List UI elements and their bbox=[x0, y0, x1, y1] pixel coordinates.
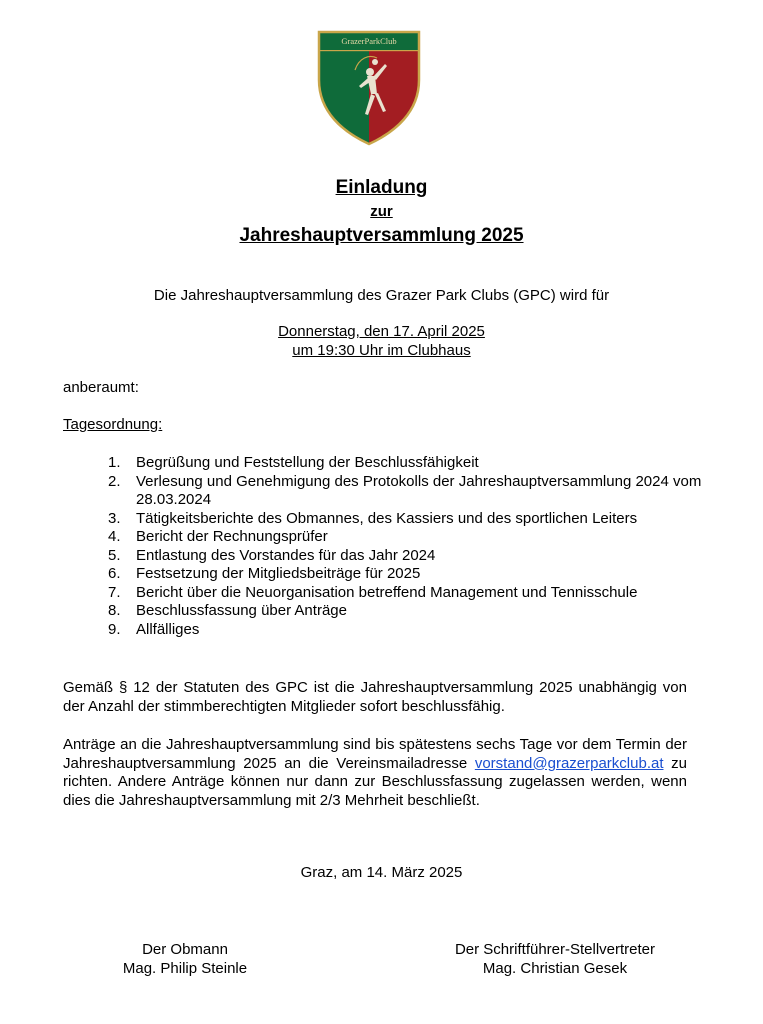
agenda-item-number: 2. bbox=[108, 472, 121, 490]
agenda-item-text: Festsetzung der Mitgliedsbeiträge für 2025 bbox=[136, 565, 421, 582]
agenda-item-number: 4. bbox=[108, 528, 121, 545]
agenda-item bbox=[108, 510, 708, 529]
agenda-list bbox=[108, 454, 708, 639]
signature-role: Der Obmann bbox=[142, 941, 228, 958]
agenda-item bbox=[108, 528, 708, 547]
agenda-item-number: 6. bbox=[108, 565, 121, 582]
quorum-paragraph: Gemäß § 12 der Statuten des GPC ist die Jahreshauptversammlung 2025 unabhängig von der Anzahl der stimmberechtigten Mitglieder sofort beschlussfähig. bbox=[63, 679, 687, 715]
agenda-item-text: Verlesung und Genehmigung des Protokolls der Jahreshauptversammlung 2024 vom 28.03.2024 bbox=[136, 472, 702, 508]
agenda-item-text: Beschlussfassung über Anträge bbox=[136, 602, 347, 619]
agenda-item-number: 3. bbox=[108, 509, 121, 527]
anberaumt-text: anberaumt: bbox=[63, 379, 139, 396]
signature-block-right bbox=[435, 940, 675, 978]
agenda-item bbox=[108, 473, 708, 510]
agenda-item-text: Tätigkeitsberichte des Obmannes, des Kassiers und des sportlichen Leiters bbox=[136, 509, 638, 527]
motions-paragraph bbox=[63, 736, 687, 811]
place-and-date: Graz, am 14. März 2025 bbox=[300, 864, 463, 881]
signature-block-left bbox=[100, 940, 270, 978]
signature-name: Mag. Philip Steinle bbox=[122, 960, 248, 977]
title-connector: zur bbox=[370, 203, 393, 220]
signature-name: Mag. Christian Gesek bbox=[482, 960, 628, 977]
meeting-time-location: um 19:30 Uhr im Clubhaus bbox=[292, 342, 471, 359]
agenda-item bbox=[108, 565, 708, 584]
agenda-item-text: Begrüßung und Feststellung der Beschlussfähigkeit bbox=[136, 454, 479, 471]
agenda-item bbox=[108, 547, 708, 566]
agenda-item-number: 9. bbox=[108, 620, 121, 638]
agenda-item-text: Bericht der Rechnungsprüfer bbox=[136, 528, 328, 545]
motions-text-before: Anträge an die Jahreshauptversammlung sind bis spätestens sechs Tage vor dem Termin der Jahreshauptversammlung 2025 an die Vereinsmailadresse bbox=[63, 736, 687, 772]
agenda-item bbox=[108, 621, 708, 640]
motions-text-after: zu richten. Andere Anträge können nur dann zur Beschlussfassung zugelassen werden, wenn dies die Jahreshauptversammlung mit 2/3 Mehrheit beschließt. bbox=[63, 754, 687, 810]
agenda-item bbox=[108, 584, 708, 603]
agenda-item-number: 5. bbox=[108, 546, 121, 564]
agenda-item bbox=[108, 602, 708, 621]
agenda-item-number: 8. bbox=[108, 602, 121, 619]
email-link[interactable]: vorstand@grazerparkclub.at bbox=[474, 754, 664, 772]
agenda-heading: Tagesordnung: bbox=[63, 416, 163, 433]
agenda-item-text: Allfälliges bbox=[136, 620, 200, 638]
crest-text: GrazerParkClub bbox=[341, 36, 397, 46]
club-crest-logo bbox=[315, 28, 423, 148]
meeting-date: Donnerstag, den 17. April 2025 bbox=[278, 323, 485, 340]
agenda-item-number: 1. bbox=[108, 454, 121, 471]
agenda-item-text: Entlastung des Vorstandes für das Jahr 2024 bbox=[136, 546, 436, 564]
document-subtitle: Jahreshauptversammlung 2025 bbox=[239, 225, 524, 246]
agenda-item-number: 7. bbox=[108, 583, 121, 601]
signature-role: Der Schriftführer-Stellvertreter bbox=[454, 941, 656, 958]
document-title: Einladung bbox=[335, 177, 428, 198]
intro-line: Die Jahreshauptversammlung des Grazer Park Clubs (GPC) wird für bbox=[153, 287, 610, 304]
agenda-item bbox=[108, 454, 708, 473]
agenda-item-text: Bericht über die Neuorganisation betreffend Management und Tennisschule bbox=[136, 583, 638, 601]
